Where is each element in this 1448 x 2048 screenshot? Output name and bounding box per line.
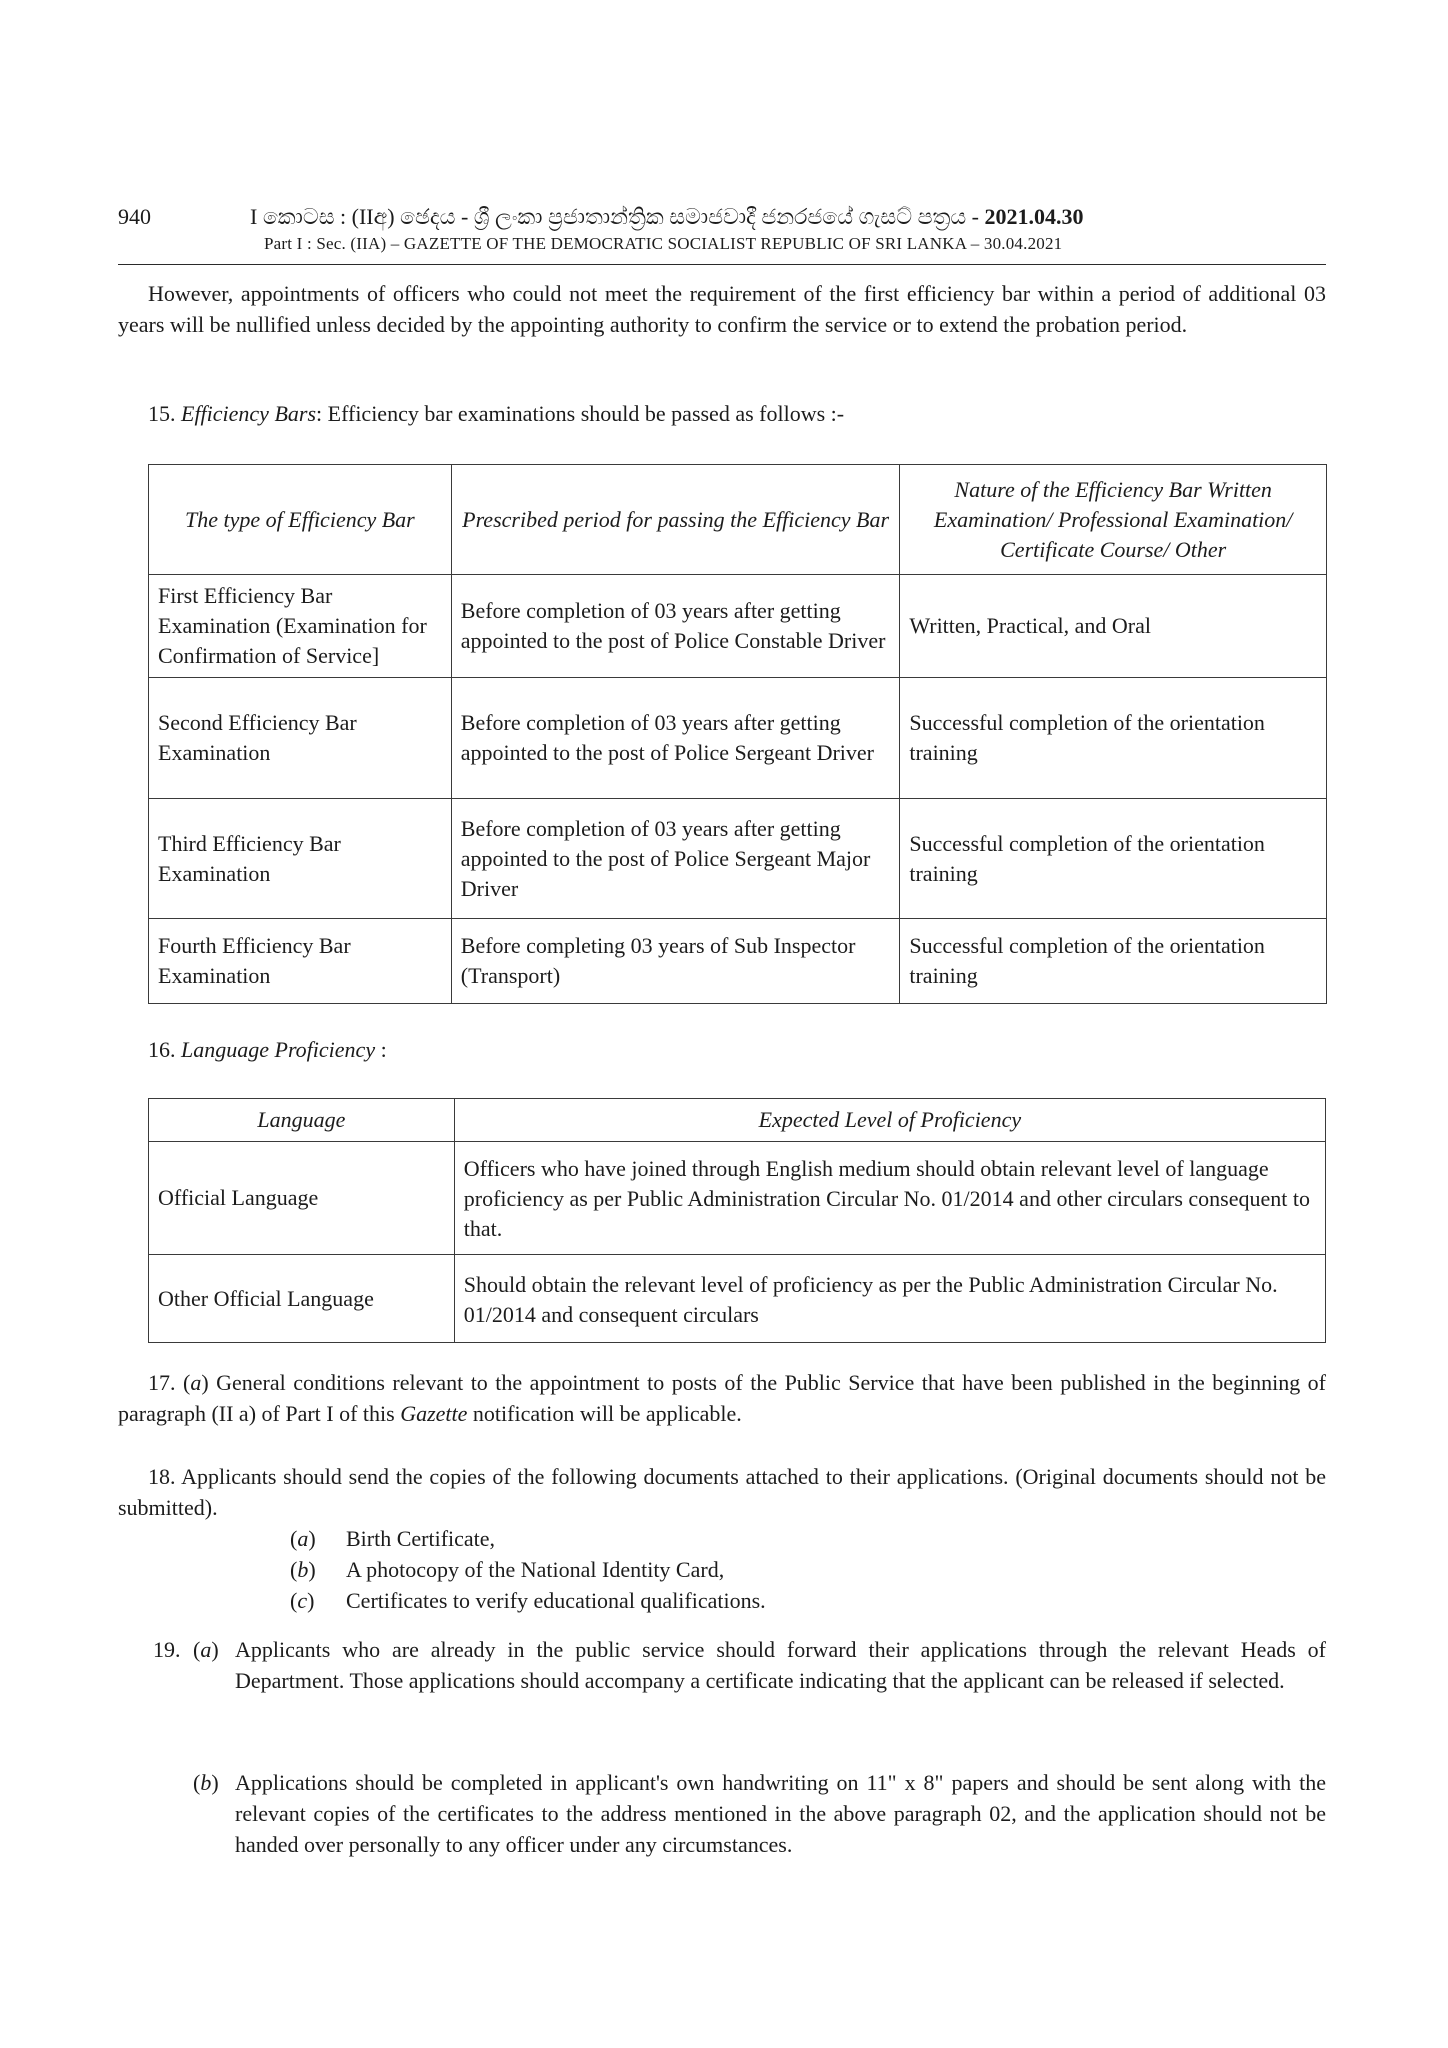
header-divider — [118, 264, 1326, 265]
table-cell: Official Language — [149, 1142, 455, 1255]
section-19b-marker: (b) — [193, 1770, 219, 1795]
list-item — [290, 1554, 766, 1585]
table-row — [149, 575, 1327, 678]
table-cell: Officers who have joined through English medium should obtain relevant level of language proficiency as per Public Administration Circular No. 01/2014 and other circulars consequent to that. — [454, 1142, 1325, 1255]
section-16-suffix: : — [375, 1037, 387, 1062]
list-item — [290, 1585, 766, 1616]
table-row — [149, 1142, 1326, 1255]
list-item — [290, 1523, 766, 1554]
language-proficiency-table — [148, 1098, 1326, 1343]
sec-label: Sec. — [316, 234, 346, 253]
section-16-heading — [118, 1034, 1326, 1065]
table-cell: Before completing 03 years of Sub Inspector (Transport) — [451, 919, 900, 1004]
section-18-paragraph: 18. Applicants should send the copies of the following documents attached to their applications. (Original documents should not be submitted). — [118, 1464, 1326, 1520]
section-15-number: 15. — [148, 401, 176, 426]
table-cell: Written, Practical, and Oral — [900, 575, 1327, 678]
section-19-number: 19. — [153, 1637, 181, 1662]
list-item-text: A photocopy of the National Identity Card, — [346, 1557, 725, 1582]
section-15-heading — [118, 398, 1326, 429]
language-header-level: Expected Level of Proficiency — [454, 1099, 1325, 1142]
section-17-number: 17. — [148, 1370, 176, 1395]
efficiency-header-period: Prescribed period for passing the Efficiency Bar — [451, 465, 900, 575]
section-19a-text: Applicants who are already in the public service should forward their applications through the relevant Heads of Department. Those applications should accompany a certificate indicating that the applicant can be released if selected. — [235, 1637, 1326, 1693]
intro-paragraph: However, appointments of officers who could not meet the requirement of the first efficiency bar within a period of additional 03 years will be nullified unless decided by the appointing authority to confirm the service or to extend the probation period. — [118, 281, 1326, 337]
gazette-title-sinhala — [250, 204, 1083, 230]
table-row — [149, 919, 1327, 1004]
list-marker: (b) — [290, 1557, 316, 1582]
list-marker: (a) — [290, 1526, 316, 1551]
section-19a-marker: (a) — [193, 1637, 219, 1662]
efficiency-bars-table — [148, 464, 1327, 1004]
section-17-text: General conditions relevant to the appointment to posts of the Public Service that have been published in the beginning of paragraph (II a) of Part I of this — [118, 1370, 1326, 1426]
section-19b-paragraph — [193, 1767, 1326, 1860]
section-17-text-end: notification will be applicable. — [467, 1401, 742, 1426]
section-17-gazette: Gazette — [400, 1401, 468, 1426]
table-cell: First Efficiency Bar Examination (Examination for Confirmation of Service] — [149, 575, 452, 678]
table-cell: Other Official Language — [149, 1255, 455, 1343]
language-header-language: Language — [149, 1099, 455, 1142]
table-cell: Successful completion of the orientation training — [900, 799, 1327, 919]
table-cell: Successful completion of the orientation training — [900, 919, 1327, 1004]
language-table-header-row — [149, 1099, 1326, 1142]
list-item-text: Certificates to verify educational qualifications. — [346, 1588, 766, 1613]
efficiency-header-type: The type of Efficiency Bar — [149, 465, 452, 575]
section-16-number: 16. — [148, 1037, 176, 1062]
efficiency-header-nature: Nature of the Efficiency Bar Written Examination/ Professional Examination/ Certificate Course/ Other — [900, 465, 1327, 575]
table-cell: Before completion of 03 years after getting appointed to the post of Police Sergeant Major Driver — [451, 799, 900, 919]
section-16-title: Language Proficiency — [181, 1037, 376, 1062]
page-number: 940 — [118, 204, 151, 229]
sinhala-date: 2021.04.30 — [984, 204, 1084, 229]
section-18-list — [290, 1523, 766, 1616]
part-number: I : — [296, 234, 312, 253]
efficiency-table-header-row — [149, 465, 1327, 575]
table-cell: Should obtain the relevant level of proficiency as per the Public Administration Circular No. 01/2014 and consequent circulars — [454, 1255, 1325, 1343]
section-17-label: a — [190, 1370, 202, 1395]
section-15-text: : Efficiency bar examinations should be passed as follows :- — [316, 401, 845, 426]
list-item-text: Birth Certificate, — [346, 1526, 496, 1551]
list-marker: (c) — [290, 1588, 315, 1613]
table-row — [149, 1255, 1326, 1343]
table-cell: Third Efficiency Bar Examination — [149, 799, 452, 919]
table-cell: Before completion of 03 years after getting appointed to the post of Police Constable Driver — [451, 575, 900, 678]
part-label: Part — [264, 234, 293, 253]
section-15-title: Efficiency Bars — [181, 401, 317, 426]
table-row — [149, 678, 1327, 799]
table-row — [149, 799, 1327, 919]
table-cell: Successful completion of the orientation training — [900, 678, 1327, 799]
table-cell: Fourth Efficiency Bar Examination — [149, 919, 452, 1004]
table-cell: Before completion of 03 years after getting appointed to the post of Police Sergeant Driver — [451, 678, 900, 799]
section-19b-text: Applications should be completed in applicant's own handwriting on 11" x 8" papers and should be sent along with the relevant copies of the certificates to the address mentioned in the above paragraph 02, and the application should not be handed over personally to any officer under any circumstances. — [235, 1770, 1326, 1857]
table-cell: Second Efficiency Bar Examination — [149, 678, 452, 799]
gazette-title-english — [264, 234, 1062, 254]
section-19a-paragraph — [153, 1634, 1326, 1696]
section-17-paragraph: 17. (a) General conditions relevant to the appointment to posts of the Public Service that have been published in the beginning of paragraph (II a) of Part I of this Gazette notification will be applicable. — [118, 1370, 1326, 1426]
gazette-english-rest: (IIA) – GAZETTE OF THE DEMOCRATIC SOCIALIST REPUBLIC OF SRI LANKA – 30.04.2021 — [350, 234, 1063, 253]
sinhala-title: I කොටස : (IIඅ) ඡෙදය - ශ්‍රී ලංකා ප්‍රජාතාන්ත්‍රික සමාජවාදී ජනරජයේ ගැසට් පත්‍රය - — [250, 204, 979, 229]
